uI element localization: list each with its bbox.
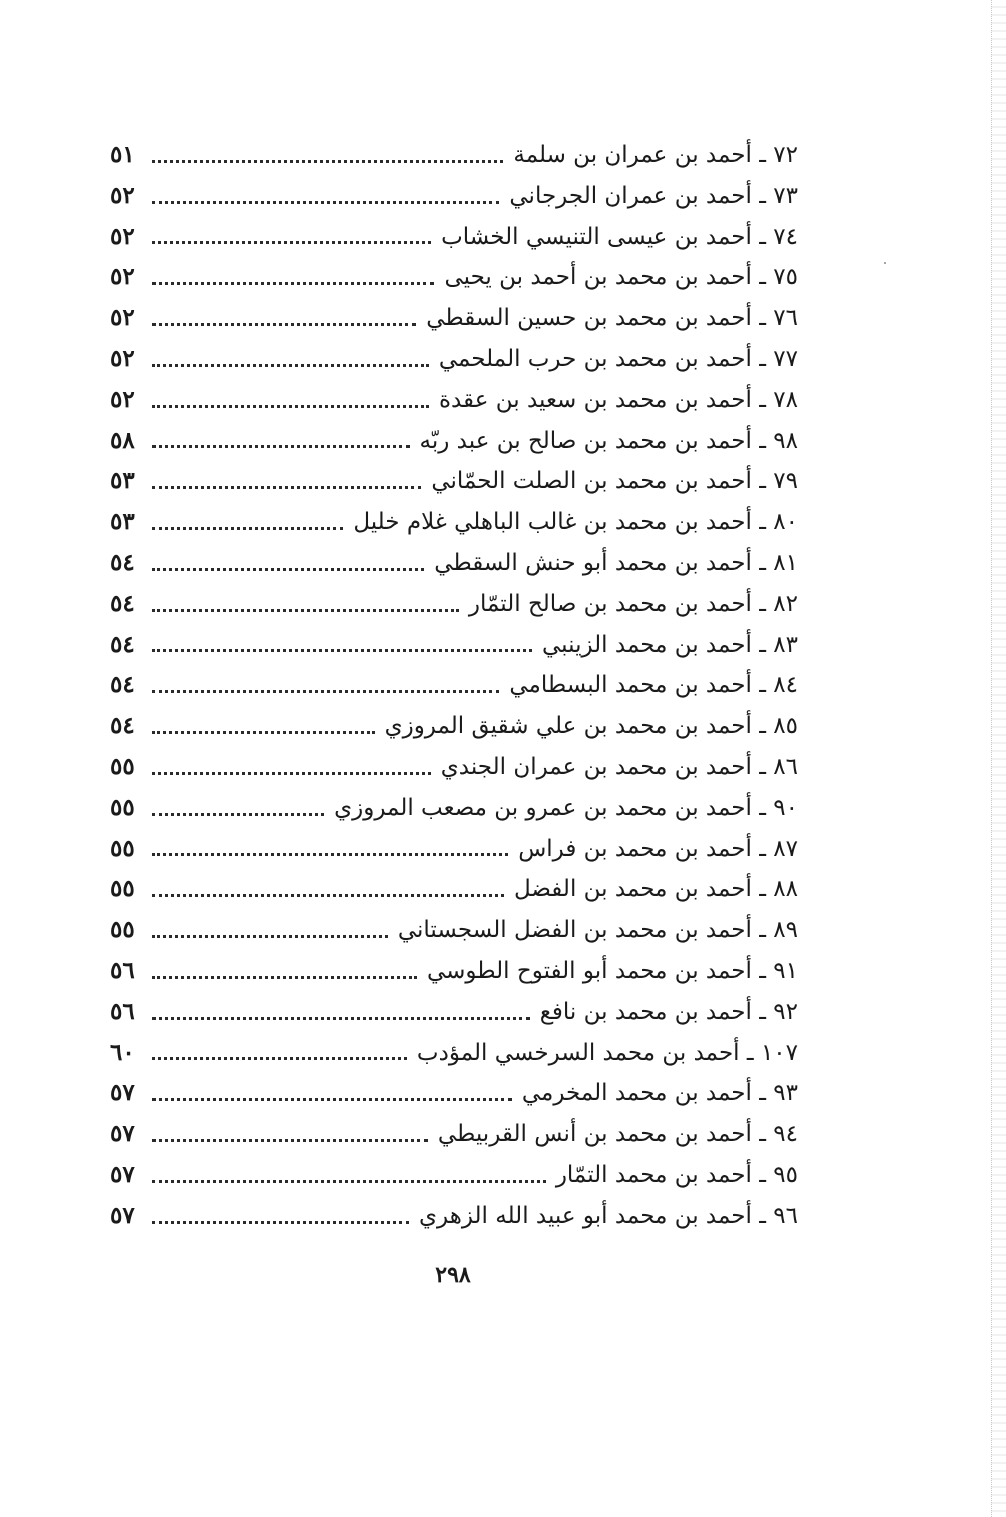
toc-entry — [110, 461, 798, 502]
toc-entry-title: ٨٧ ـ أحمد بن محمد بن فراس — [518, 835, 798, 862]
toc-entry — [110, 625, 798, 666]
toc-entry-title: ٨٦ ـ أحمد بن محمد بن عمران الجندي — [440, 753, 798, 780]
dot-leader — [152, 894, 504, 897]
toc-entry-title: ٧٧ ـ أحمد بن محمد بن حرب الملحمي — [438, 345, 798, 372]
toc-entry-page: ٥٧ — [110, 1079, 135, 1107]
toc-entry — [110, 665, 798, 706]
toc-entry-page: ٥٤ — [110, 630, 135, 658]
toc-entry-title: ٩٦ ـ أحمد بن محمد أبو عبيد الله الزهري — [419, 1202, 798, 1229]
toc-entry-page: ٥٥ — [110, 875, 135, 903]
toc-entry-title: ٧٢ ـ أحمد بن عمران بن سلمة — [513, 142, 798, 168]
toc-entry — [110, 421, 798, 462]
toc-entry-page: ٥٨ — [110, 426, 135, 454]
toc-entry-title: ٩١ ـ أحمد بن محمد أبو الفتوح الطوسي — [426, 957, 798, 984]
toc-entry — [110, 217, 798, 258]
toc-entry-title: ٩٥ ـ أحمد بن محمد التمّار — [555, 1161, 798, 1188]
toc-entry-title: ٨٢ ـ أحمد بن محمد بن صالح التمّار — [468, 590, 798, 617]
toc-entry — [110, 829, 798, 870]
toc-entry-page: ٥٣ — [110, 467, 135, 495]
toc-entry — [110, 910, 798, 951]
toc-entry — [110, 1196, 798, 1237]
dot-leader — [152, 445, 410, 448]
dot-leader — [152, 690, 499, 693]
toc-entry — [110, 298, 798, 339]
dot-leader — [152, 241, 431, 244]
toc-entry — [110, 1033, 798, 1074]
dot-leader — [152, 201, 499, 204]
toc-entry-page: ٥٤ — [110, 548, 135, 576]
toc-entry-title: ٨٩ ـ أحمد بن محمد بن الفضل السجستاني — [397, 917, 798, 944]
dot-leader — [152, 486, 421, 489]
toc-entry — [110, 788, 798, 829]
dot-leader — [152, 649, 532, 652]
toc-entry-page: ٥٤ — [110, 712, 135, 740]
toc-entry-title: ٩٠ ـ أحمد بن محمد بن عمرو بن مصعب المروزي — [334, 794, 798, 821]
dot-leader — [152, 405, 429, 408]
dot-leader — [152, 935, 388, 938]
toc-entry-title: ٧٩ ـ أحمد بن محمد بن الصلت الحمّاني — [431, 468, 798, 495]
dot-leader — [152, 976, 417, 979]
toc-entry-page: ٥٧ — [110, 1120, 135, 1148]
dot-leader — [152, 853, 508, 856]
toc-entry — [110, 584, 798, 625]
dot-leader — [152, 1221, 409, 1224]
toc-entry-title: ٧٦ ـ أحمد بن محمد بن حسين السقطي — [426, 305, 798, 332]
dot-leader — [152, 527, 343, 530]
scan-speck — [884, 262, 886, 264]
toc-entry-page: ٦٠ — [110, 1038, 135, 1066]
toc-entry-page: ٥٤ — [110, 671, 135, 699]
toc-entry — [110, 951, 798, 992]
toc-entry — [110, 543, 798, 584]
dot-leader — [152, 1180, 546, 1183]
toc-entry — [110, 869, 798, 910]
toc-entry-page: ٥٧ — [110, 1160, 135, 1188]
dot-leader — [152, 1057, 407, 1060]
toc-entry-title: ٩٨ ـ أحمد بن محمد بن صالح بن عبد ربّه — [419, 427, 798, 454]
dot-leader — [152, 813, 324, 816]
toc-entry-title: ٩٤ ـ أحمد بن محمد بن أنس القربيطي — [437, 1121, 798, 1148]
scan-binding-edge — [991, 0, 1006, 1517]
table-of-contents — [110, 135, 798, 1237]
toc-entry-title: ٨٤ ـ أحمد بن محمد البسطامي — [509, 672, 798, 699]
toc-entry-page: ٥٦ — [110, 956, 135, 984]
toc-entry-page: ٥١ — [110, 141, 135, 168]
toc-entry — [110, 339, 798, 380]
toc-entry — [110, 706, 798, 747]
toc-entry — [110, 502, 798, 543]
dot-leader — [152, 609, 459, 612]
toc-entry-page: ٥٢ — [110, 222, 135, 250]
dot-leader — [152, 1098, 512, 1101]
toc-entry-page: ٥٢ — [110, 181, 135, 209]
toc-entry — [110, 1155, 798, 1196]
toc-entry-title: ٨٣ ـ أحمد بن محمد الزينبي — [542, 631, 798, 658]
dot-leader — [152, 282, 434, 285]
toc-entry-page: ٥٥ — [110, 793, 135, 821]
toc-entry-page: ٥٢ — [110, 385, 135, 413]
toc-entry — [110, 176, 798, 217]
toc-entry-title: ٨١ ـ أحمد بن محمد أبو حنش السقطي — [434, 549, 798, 576]
dot-leader — [152, 364, 429, 367]
toc-entry — [110, 747, 798, 788]
toc-entry — [110, 1114, 798, 1155]
dot-leader — [152, 1139, 428, 1142]
toc-entry-page: ٥٦ — [110, 997, 135, 1025]
toc-entry-page: ٥٥ — [110, 752, 135, 780]
toc-entry-page: ٥٣ — [110, 508, 135, 536]
toc-entry — [110, 257, 798, 298]
toc-entry — [110, 135, 798, 176]
toc-entry-page: ٥٢ — [110, 263, 135, 291]
toc-entry — [110, 992, 798, 1033]
toc-entry-title: ٧٣ ـ أحمد بن عمران الجرجاني — [509, 182, 798, 209]
toc-entry-title: ٧٤ ـ أحمد بن عيسى التنيسي الخشاب — [441, 223, 798, 250]
dot-leader — [152, 323, 416, 326]
dot-leader — [152, 772, 431, 775]
toc-entry-page: ٥٥ — [110, 916, 135, 944]
toc-entry-page: ٥٢ — [110, 304, 135, 332]
toc-entry — [110, 380, 798, 421]
dot-leader — [152, 160, 503, 163]
dot-leader — [152, 568, 424, 571]
toc-entry-title: ١٠٧ ـ أحمد بن محمد السرخسي المؤدب — [416, 1039, 798, 1066]
toc-entry — [110, 1073, 798, 1114]
toc-entry-title: ٧٥ ـ أحمد بن محمد بن أحمد بن يحيى — [444, 264, 798, 291]
toc-entry-page: ٥٥ — [110, 834, 135, 862]
dot-leader — [152, 731, 375, 734]
toc-entry-title: ٨٠ ـ أحمد بن محمد بن غالب الباهلي غلام خليل — [353, 509, 798, 536]
toc-entry-title: ٩٣ ـ أحمد بن محمد المخرمي — [521, 1080, 798, 1107]
toc-entry-page: ٥٤ — [110, 589, 135, 617]
toc-entry-page: ٥٢ — [110, 344, 135, 372]
toc-entry-page: ٥٧ — [110, 1201, 135, 1229]
toc-entry-title: ٩٢ ـ أحمد بن محمد بن نافع — [539, 998, 798, 1025]
toc-entry-title: ٨٥ ـ أحمد بن محمد بن علي شقيق المروزي — [384, 713, 798, 740]
toc-entry-title: ٨٨ ـ أحمد بن محمد بن الفضل — [513, 876, 798, 903]
dot-leader — [152, 1017, 530, 1020]
toc-entry-title: ٧٨ ـ أحمد بن محمد بن سعيد بن عقدة — [438, 386, 798, 413]
page-number: ٢٩٨ — [435, 1262, 471, 1288]
